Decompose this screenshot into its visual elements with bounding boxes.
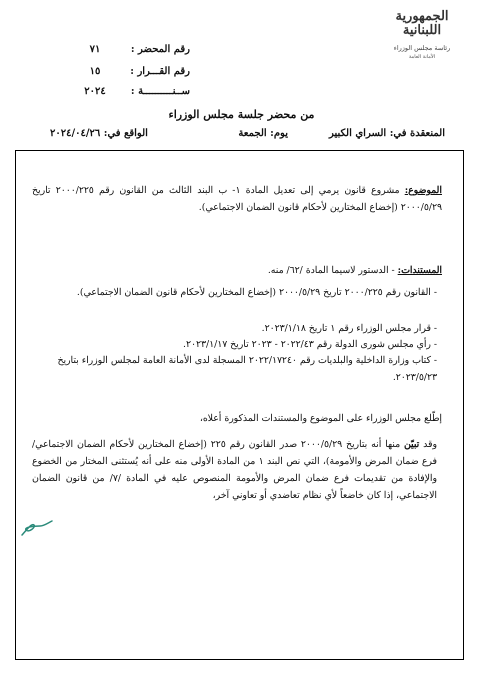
subject-label: الموضوع: — [404, 185, 442, 196]
documents-item: - قرار مجلس الوزراء رقم ١ تاريخ ٢٠٢٣/١/١٨. — [261, 323, 437, 334]
logo-line1: الجمهورية — [395, 9, 449, 24]
findings-paragraph — [32, 436, 437, 504]
findings-text: منها أنه بتاريخ ٢٠٠٠/٥/٢٩ صدر القانون رقم ٢٢٥ (إخضاع المختارين لأحكام الضمان الاجتماعي/ فرع ضمان المرض والأمومة)، التي نص البند ١ من المادة الأولى منه على أنه يُستثنى المختار من الخضوع والإفادة من تقديمات فرع ضمان المرض والأمومة المنصوص عليه في المادة /٧/ من قانون الضمان الاجتماعي، إذا كان خاضعاً لأي نظام تعاضدي أو تعاوني آخر، — [32, 439, 438, 501]
government-logo — [391, 10, 453, 61]
year-label: ســنــــــــــة : — [130, 86, 190, 97]
logo-line2: اللبنانية — [402, 23, 442, 38]
decision-number-row — [70, 66, 190, 77]
content-frame — [15, 150, 464, 660]
documents-item: - كتاب وزارة الداخلية والبلديات رقم ٢٠٢٢/١٧٢٤٠ المسجلة لدى الأمانة العامة لمجلس الوزراء بتاريخ ٢٠٢٣/٥/٢٣. — [57, 355, 437, 383]
session-date-value: ٢٠٢٤/٠٤/٢٦ — [50, 128, 101, 139]
documents-intro — [32, 262, 442, 279]
documents-item: - رأي مجلس شورى الدولة رقم ٢٠٢٢/٤٣ - ٢٠٢٣ تاريخ ٢٠٢٣/١/١٧. — [183, 339, 437, 350]
session-title: من محضر جلسة مجلس الوزراء — [168, 108, 315, 121]
session-place-row — [329, 128, 445, 139]
logo-line3: رئاسة مجلس الوزراء — [393, 44, 451, 52]
decision-number-value: ١٥ — [89, 66, 101, 77]
subject-text: مشروع قانون يرمي إلى تعديل المادة ١- ب البند الثالث من القانون رقم ٢٠٠٠/٢٢٥ تاريخ ٢٠٠٠/٥/٢٩ (إخضاع المختارين لأحكام قانون الضمان الاجتماعي). — [32, 185, 442, 213]
session-date-row — [50, 128, 148, 139]
minutes-number-label: رقم المحضر : — [130, 44, 190, 55]
subject-paragraph — [32, 182, 442, 216]
findings-keyword: تبيّن — [403, 439, 420, 450]
session-place-value: السراي الكبير — [328, 128, 387, 139]
handwritten-initials — [20, 518, 54, 538]
session-day-row — [238, 128, 288, 139]
session-place-label: المنعقدة في: — [389, 128, 445, 139]
minutes-number-row — [70, 44, 190, 55]
minutes-number-value: ٧١ — [89, 44, 101, 55]
session-date-label: الواقع في: — [103, 128, 148, 139]
decision-number-label: رقم القـــرار : — [130, 66, 190, 77]
logo-line4: الأمانة العامة — [408, 54, 436, 60]
session-day-value: الجمعة — [238, 128, 267, 139]
year-value: ٢٠٢٤ — [84, 86, 106, 97]
session-day-label: يوم: — [270, 128, 288, 139]
documents-intro-text: - الدستور لاسيما المادة /٦٢/ منه. — [267, 265, 395, 276]
documents-item: - القانون رقم ٢٠٠٠/٢٢٥ تاريخ ٢٠٠٠/٥/٢٩ (إخضاع المختارين لأحكام قانون الضمان الاجتماعي). — [76, 287, 437, 298]
documents-label: المستندات: — [397, 265, 442, 276]
year-row — [70, 86, 190, 97]
reviewed-statement: إطّلع مجلس الوزراء على الموضوع والمستندات المذكورة أعلاه، — [199, 413, 442, 424]
findings-prefix: وقد — [423, 439, 437, 450]
